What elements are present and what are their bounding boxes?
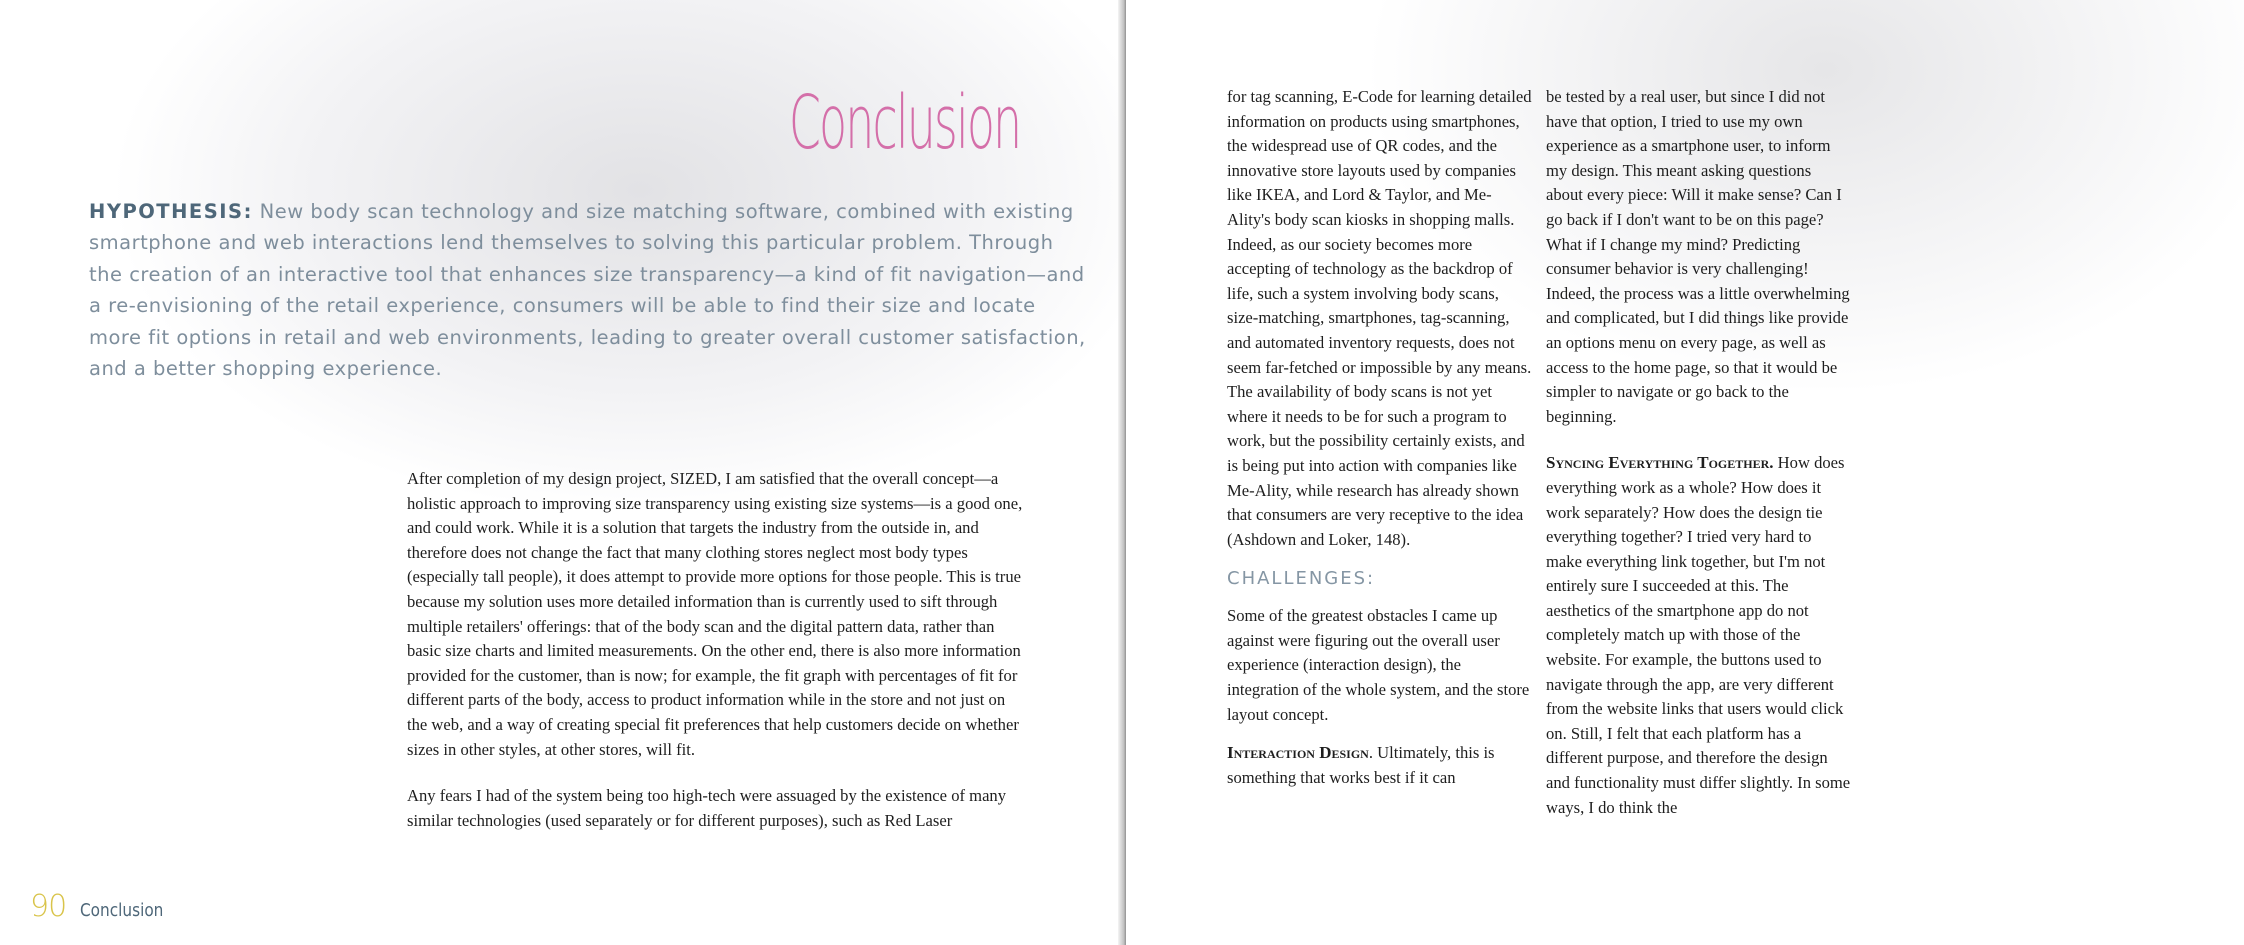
hypothesis-label: HYPOTHESIS: bbox=[89, 200, 253, 223]
syncing-heading: Syncing Everything Together. bbox=[1546, 453, 1774, 473]
interaction-design-text: . Ultimately, this is something that works best if it can bbox=[1227, 743, 1495, 787]
challenges-heading: CHALLENGES: bbox=[1227, 568, 1376, 590]
page-number: 90 bbox=[30, 889, 67, 924]
body-paragraph: for tag scanning, E-Code for learning detailed information on products using smartphones, the widespread use of QR codes, and the innovative store layouts used by companies like IKEA, and Lord & Taylor, and Me-Ality's body scan kiosks in shopping malls. Indeed, as our society becomes more accepting of technology as the backdrop of life, such a system involving body scans, size-matching, smartphones, tag-scanning, and automated inventory requests, does not seem far-fetched or impossible by any means. The availability of body scans is not yet where it needs to be for such a program to work, but the possibility certainly exists, and is being put into action with companies like Me-Ality, while research has already shown that consumers are very receptive to the idea (Ashdown and Loker, 148). bbox=[1227, 87, 1532, 549]
body-paragraph: Some of the greatest obstacles I came up against were figuring out the overall user experience (interaction design), the integration of the whole system, and the store layout concept. bbox=[1227, 606, 1530, 724]
syncing-paragraph bbox=[1546, 451, 1851, 820]
page-folio bbox=[30, 889, 178, 924]
body-paragraph: After completion of my design project, SIZED, I am satisfied that the overall concept—a holistic approach to improving size transparency using existing size systems—is a good one, and could work. While it is a solution that targets the industry from the outside in, and therefore does not change the fact that many clothing stores neglect most body types (especially tall people), it does attempt to provide more options for those people. This is true because my solution uses more detailed information than is currently used to sift through multiple retailers' offerings: that of the body scan and the digital pattern data, rather than basic size charts and limited measurements. On the other end, there is also more information provided for the customer, than is now; for example, the fit graph with percentages of fit for different parts of the body, access to product information while in the store and not just on the web, and a way of creating special fit preferences that help customers decide on whether sizes in other styles, at other stores, will fit. bbox=[407, 469, 1023, 759]
body-paragraph: be tested by a real user, but since I did not have that option, I tried to use my own experience as a smartphone user, to inform my design. This meant asking questions about every piece: Will it make sense? Can I go back if I don't want to be on this page? What if I change my mind? Predicting consumer behavior is very challenging! Indeed, the process was a little overwhelming and complicated, but I did things like provide an options menu on every page, as well as access to the home page, so that it would be simpler to navigate or go back to the beginning. bbox=[1546, 87, 1850, 426]
interaction-design-paragraph bbox=[1227, 741, 1532, 790]
hypothesis-block bbox=[89, 196, 1089, 384]
right-column-2 bbox=[1546, 85, 1851, 834]
hypothesis-text: New body scan technology and size matching software, combined with existing smartphone and web interactions lend themselves to solving this particular problem. Through the creation of an interactive tool that enhances size transparency—a kind of fit navigation—and a re-envisioning of the retail experience, consumers will be able to find their size and locate more fit options in retail and web environments, leading to greater overall customer satisfaction, and a better shopping experience. bbox=[89, 200, 1086, 381]
page-title: Conclusion bbox=[788, 80, 1020, 166]
syncing-text: How does everything work as a whole? How does it work separately? How does the design tie everything together? I tried very hard to make everything link together, but I'm not entirely sure I succeeded at this. The aesthetics of the smartphone app do not completely match up with those of the website. For example, the buttons used to navigate through the app, are very different from the website links that users would click on. Still, I felt that each platform has a different purpose, and therefore the design and functionality must differ slightly. In some ways, I do think the bbox=[1546, 453, 1851, 817]
right-column-1 bbox=[1227, 85, 1532, 804]
running-footer: Conclusion bbox=[80, 900, 164, 921]
body-paragraph: Any fears I had of the system being too high-tech were assuaged by the existence of many similar technologies (used separately or for different purposes), such as Red Laser bbox=[407, 786, 1007, 830]
interaction-design-heading: Interaction Design bbox=[1227, 743, 1369, 763]
left-body-column bbox=[407, 467, 1029, 855]
